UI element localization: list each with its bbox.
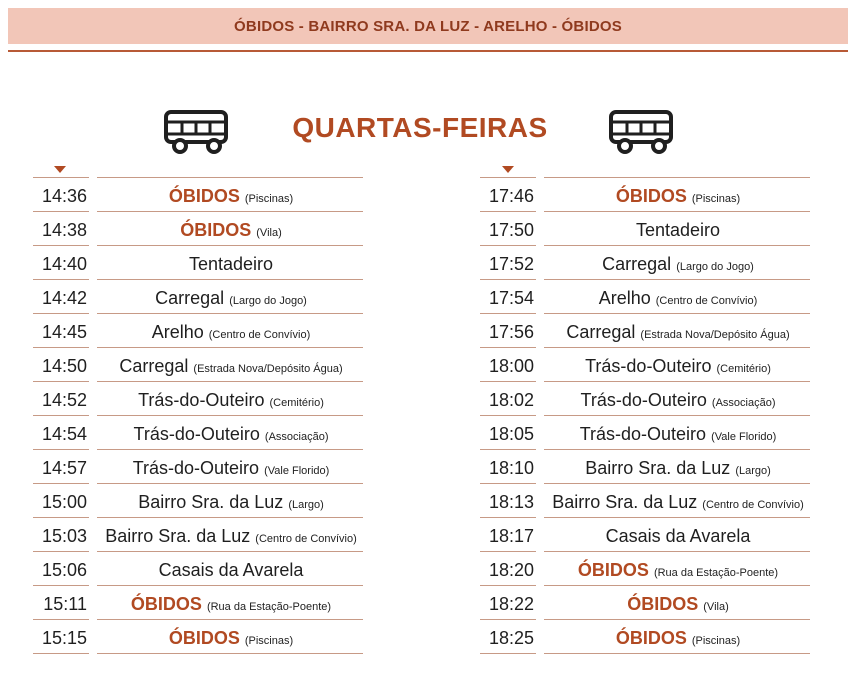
stop-label: Bairro Sra. da Luz — [138, 492, 284, 512]
stop-label: Trás-do-Outeiro — [138, 390, 265, 410]
stop-detail: (Rua da Estação-Poente) — [206, 601, 332, 613]
stop-name — [97, 280, 365, 314]
stop-name — [97, 314, 365, 348]
stop-name — [544, 212, 812, 246]
stop-name — [97, 484, 365, 518]
stop-detail: (Piscinas) — [244, 193, 294, 205]
stop-detail: (Estrada Nova/Depósito Água) — [193, 363, 343, 375]
stop-detail: (Associação) — [711, 397, 776, 409]
route-banner — [8, 8, 848, 44]
stop-name — [97, 178, 365, 212]
departure-time: 14:40 — [41, 254, 87, 274]
stop-label: Tentadeiro — [188, 254, 274, 274]
stop-detail: (Largo do Jogo) — [676, 261, 754, 273]
rule-line — [480, 653, 536, 654]
stop-name — [97, 246, 365, 280]
departure-time: 14:45 — [41, 322, 87, 342]
stop-detail: (Associação) — [264, 431, 329, 443]
departure-time: 18:20 — [488, 560, 534, 580]
stop-name — [544, 280, 812, 314]
day-title: QUARTAS-FEIRAS — [292, 112, 548, 143]
stop-label: Arelho — [151, 322, 204, 342]
stop-name — [544, 382, 812, 416]
rule-line — [33, 653, 89, 654]
stop-detail: (Estrada Nova/Depósito Água) — [640, 329, 790, 341]
stop-detail: (Vila) — [256, 227, 282, 239]
departure-time: 18:05 — [488, 424, 534, 444]
stop-name — [544, 518, 812, 552]
stop-name — [544, 484, 812, 518]
stop-label: Carregal — [119, 356, 189, 376]
stop-name — [97, 348, 365, 382]
stop-name — [544, 416, 812, 450]
departure-time: 15:15 — [41, 628, 87, 648]
stop-name — [544, 450, 812, 484]
departure-time: 18:00 — [488, 356, 534, 376]
bus-icon — [607, 106, 679, 156]
stop-label: ÓBIDOS — [168, 186, 240, 206]
stop-detail: (Largo) — [288, 499, 324, 511]
rule-line — [97, 653, 363, 654]
stop-label: ÓBIDOS — [180, 220, 252, 240]
stop-detail: (Vila) — [703, 601, 729, 613]
stop-label: Trás-do-Outeiro — [580, 390, 707, 410]
stop-name — [97, 212, 365, 246]
stop-name — [544, 620, 812, 654]
stop-name — [544, 246, 812, 280]
stop-label: Trás-do-Outeiro — [133, 424, 260, 444]
stop-label: Trás-do-Outeiro — [579, 424, 707, 444]
departure-time: 17:46 — [488, 186, 534, 206]
departure-time: 18:10 — [488, 458, 534, 478]
departure-time: 18:17 — [488, 526, 534, 546]
stop-label: Trás-do-Outeiro — [585, 356, 712, 376]
stop-detail: (Cemitério) — [716, 363, 771, 375]
stop-detail: (Centro de Convívio) — [655, 295, 758, 307]
stop-detail: (Vale Florido) — [711, 431, 777, 443]
departure-time: 18:22 — [488, 594, 534, 614]
caret-down-icon — [502, 166, 514, 173]
departure-time: 14:42 — [41, 288, 87, 308]
departure-time: 18:02 — [488, 390, 534, 410]
stop-name — [97, 450, 365, 484]
stop-label: ÓBIDOS — [627, 594, 699, 614]
departure-time: 18:25 — [488, 628, 534, 648]
departure-time: 17:54 — [488, 288, 534, 308]
departure-time: 15:03 — [41, 526, 87, 546]
stop-detail: (Largo do Jogo) — [229, 295, 307, 307]
bus-icon — [162, 106, 234, 156]
stop-detail: (Centro de Convívio) — [208, 329, 311, 341]
departure-time: 17:52 — [488, 254, 534, 274]
stop-name — [544, 348, 812, 382]
departure-time: 18:13 — [488, 492, 534, 512]
stop-detail: (Centro de Convívio) — [702, 499, 804, 511]
stop-label: ÓBIDOS — [615, 628, 687, 648]
stop-label: ÓBIDOS — [577, 560, 649, 580]
departure-time: 17:56 — [488, 322, 534, 342]
stop-detail: (Vale Florido) — [264, 465, 330, 477]
stop-name — [544, 586, 812, 620]
stop-label: Arelho — [598, 288, 651, 308]
stop-detail: (Piscinas) — [244, 635, 294, 647]
stop-name — [97, 586, 365, 620]
stop-label: Bairro Sra. da Luz — [105, 526, 251, 546]
stop-name — [97, 382, 365, 416]
stop-label: Bairro Sra. da Luz — [585, 458, 731, 478]
stop-name — [544, 178, 812, 212]
stop-detail: (Cemitério) — [269, 397, 324, 409]
route-title: ÓBIDOS - BAIRRO SRA. DA LUZ - ARELHO - ÓBIDOS — [234, 17, 622, 35]
caret-down-icon — [54, 166, 66, 173]
stop-label: ÓBIDOS — [130, 594, 202, 614]
stop-label: Tentadeiro — [635, 220, 721, 240]
stop-detail: (Largo) — [735, 465, 771, 477]
stop-label: Trás-do-Outeiro — [132, 458, 260, 478]
departure-time: 14:52 — [41, 390, 87, 410]
departure-time: 14:50 — [41, 356, 87, 376]
stop-detail: (Piscinas) — [691, 635, 741, 647]
stop-label: ÓBIDOS — [615, 186, 687, 206]
stop-label: Casais da Avarela — [158, 560, 304, 580]
stop-label: Casais da Avarela — [605, 526, 751, 546]
stop-name — [544, 314, 812, 348]
stop-label: Bairro Sra. da Luz — [552, 492, 698, 512]
departure-time: 15:11 — [43, 594, 87, 614]
departure-time: 14:54 — [41, 424, 87, 444]
stop-label: Carregal — [566, 322, 636, 342]
departure-time: 14:57 — [41, 458, 87, 478]
stop-label: ÓBIDOS — [168, 628, 240, 648]
stop-detail: (Centro de Convívio) — [255, 533, 357, 545]
stop-detail: (Rua da Estação-Poente) — [653, 567, 779, 579]
stop-name — [97, 416, 365, 450]
stop-name — [544, 552, 812, 586]
stop-name — [97, 620, 365, 654]
stop-label: Carregal — [155, 288, 225, 308]
banner-divider — [8, 50, 848, 52]
rule-line — [544, 653, 810, 654]
stop-detail: (Piscinas) — [691, 193, 741, 205]
departure-time: 14:38 — [41, 220, 87, 240]
departure-time: 15:06 — [41, 560, 87, 580]
departure-time: 14:36 — [41, 186, 87, 206]
departure-time: 15:00 — [41, 492, 87, 512]
departure-time: 17:50 — [488, 220, 534, 240]
stop-name — [97, 552, 365, 586]
stop-label: Carregal — [602, 254, 672, 274]
stop-name — [97, 518, 365, 552]
